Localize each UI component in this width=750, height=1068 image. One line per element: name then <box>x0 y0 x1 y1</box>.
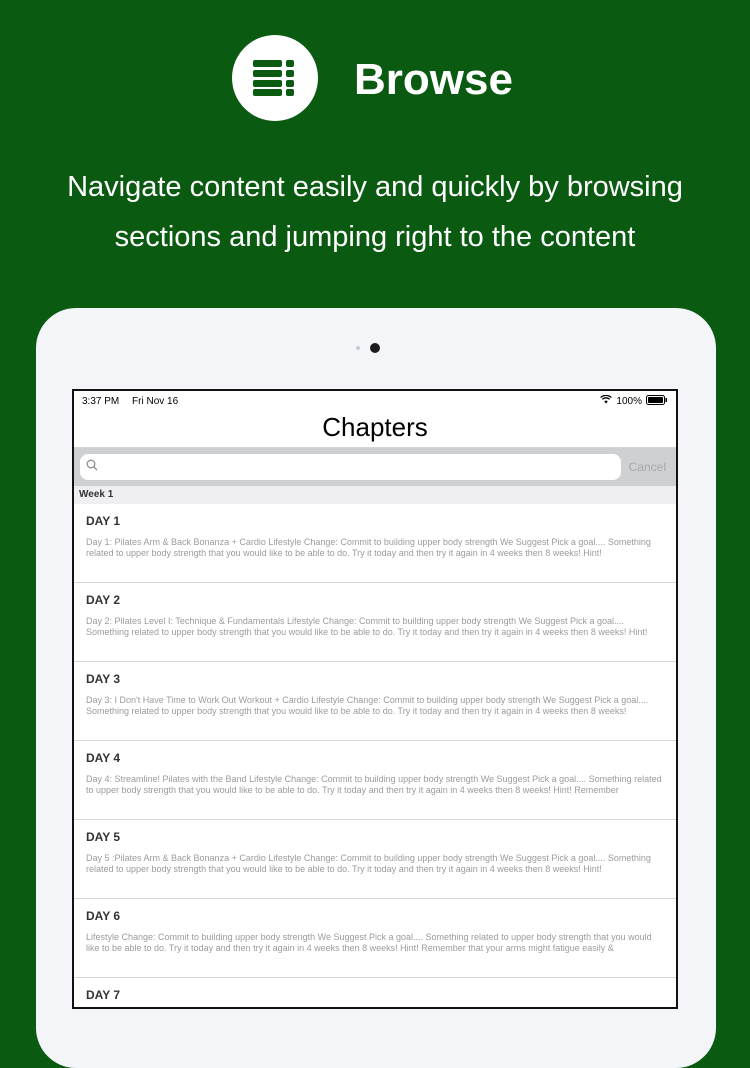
battery-icon <box>646 395 668 408</box>
list-item[interactable] <box>74 504 676 583</box>
browse-list-icon <box>232 35 318 121</box>
section-header: Week 1 <box>74 486 676 504</box>
tablet-camera-icon <box>370 343 380 353</box>
tablet-sensor <box>356 346 360 350</box>
cancel-button[interactable]: Cancel <box>628 460 666 474</box>
list-item[interactable] <box>74 662 676 741</box>
chapter-list <box>74 504 676 1009</box>
search-icon <box>86 458 98 476</box>
list-item-description: Day 2: Pilates Level I: Technique & Fundamentals Lifestyle Change: Commit to building upper body strength We Suggest Pick a goal.... Something related to upper body strength that you would like to be able to do. Try it today and then try it again in 4 weeks then 8 weeks! Hint! <box>86 616 648 637</box>
wifi-icon <box>600 395 612 407</box>
list-item[interactable] <box>74 899 676 978</box>
list-item-title: DAY 3 <box>86 672 121 686</box>
search-bar <box>74 448 676 486</box>
hero-subtitle: Navigate content easily and quickly by browsing sections and jumping right to the content <box>67 171 683 253</box>
list-item-description: Lifestyle Change: Commit to building upper body strength We Suggest Pick a goal.... Something related to upper body strength that you would like to be able to do. Try it today and then try it again in 4 weeks then 8 weeks! Hint! Remember that your arms might fatigue easily & <box>86 932 652 953</box>
search-field[interactable] <box>80 454 621 480</box>
list-item-title: DAY 2 <box>86 593 121 607</box>
list-item[interactable] <box>74 741 676 820</box>
status-date: Fri Nov 16 <box>132 395 179 407</box>
list-item-title: DAY 7 <box>86 988 121 1002</box>
status-bar <box>74 391 676 411</box>
list-item-title: DAY 5 <box>86 830 121 844</box>
status-left <box>82 396 188 407</box>
list-item[interactable] <box>74 820 676 899</box>
list-item-description: Day 1: Pilates Arm & Back Bonanza + Cardio Lifestyle Change: Commit to building upper body strength We Suggest Pick a goal.... Something related to upper body strength that you would like to be able to do. Try it today and then try it again in 4 weeks then 8 weeks! Hint! <box>86 537 651 558</box>
battery-percent: 100% <box>616 395 642 407</box>
list-item-description: Day 3: I Don't Have Time to Work Out Workout + Cardio Lifestyle Change: Commit to building upper body strength We Suggest Pick a goal.... Something related to upper body strength that you would like to be able to do. Try it today and then try it again in 4 weeks then 8 weeks! <box>86 695 649 716</box>
list-item-title: DAY 6 <box>86 909 121 923</box>
list-item-description: Day 4: Streamline! Pilates with the Band Lifestyle Change: Commit to building upper body strength We Suggest Pick a goal.... Something related to upper body strength that you would like to be able to do. Try it today and then try it again in 4 weeks then 8 weeks! Hint! Remember <box>86 774 662 795</box>
list-item[interactable] <box>74 583 676 662</box>
list-item-description: Day 5 :Pilates Arm & Back Bonanza + Cardio Lifestyle Change: Commit to building upper body strength We Suggest Pick a goal.... Something related to upper body strength that you would like to be able to do. Try it today and then try it again in 4 weeks then 8 weeks! Hint! <box>86 853 651 874</box>
search-input[interactable] <box>98 459 621 475</box>
hero-title: Browse <box>354 55 513 104</box>
list-item-title: DAY 4 <box>86 751 121 765</box>
status-right <box>600 395 668 408</box>
list-item-title: DAY 1 <box>86 514 121 528</box>
tablet-screen <box>72 389 678 1009</box>
list-item[interactable] <box>74 978 676 1009</box>
page-title: Chapters <box>74 411 676 448</box>
status-time: 3:37 PM <box>82 395 120 407</box>
